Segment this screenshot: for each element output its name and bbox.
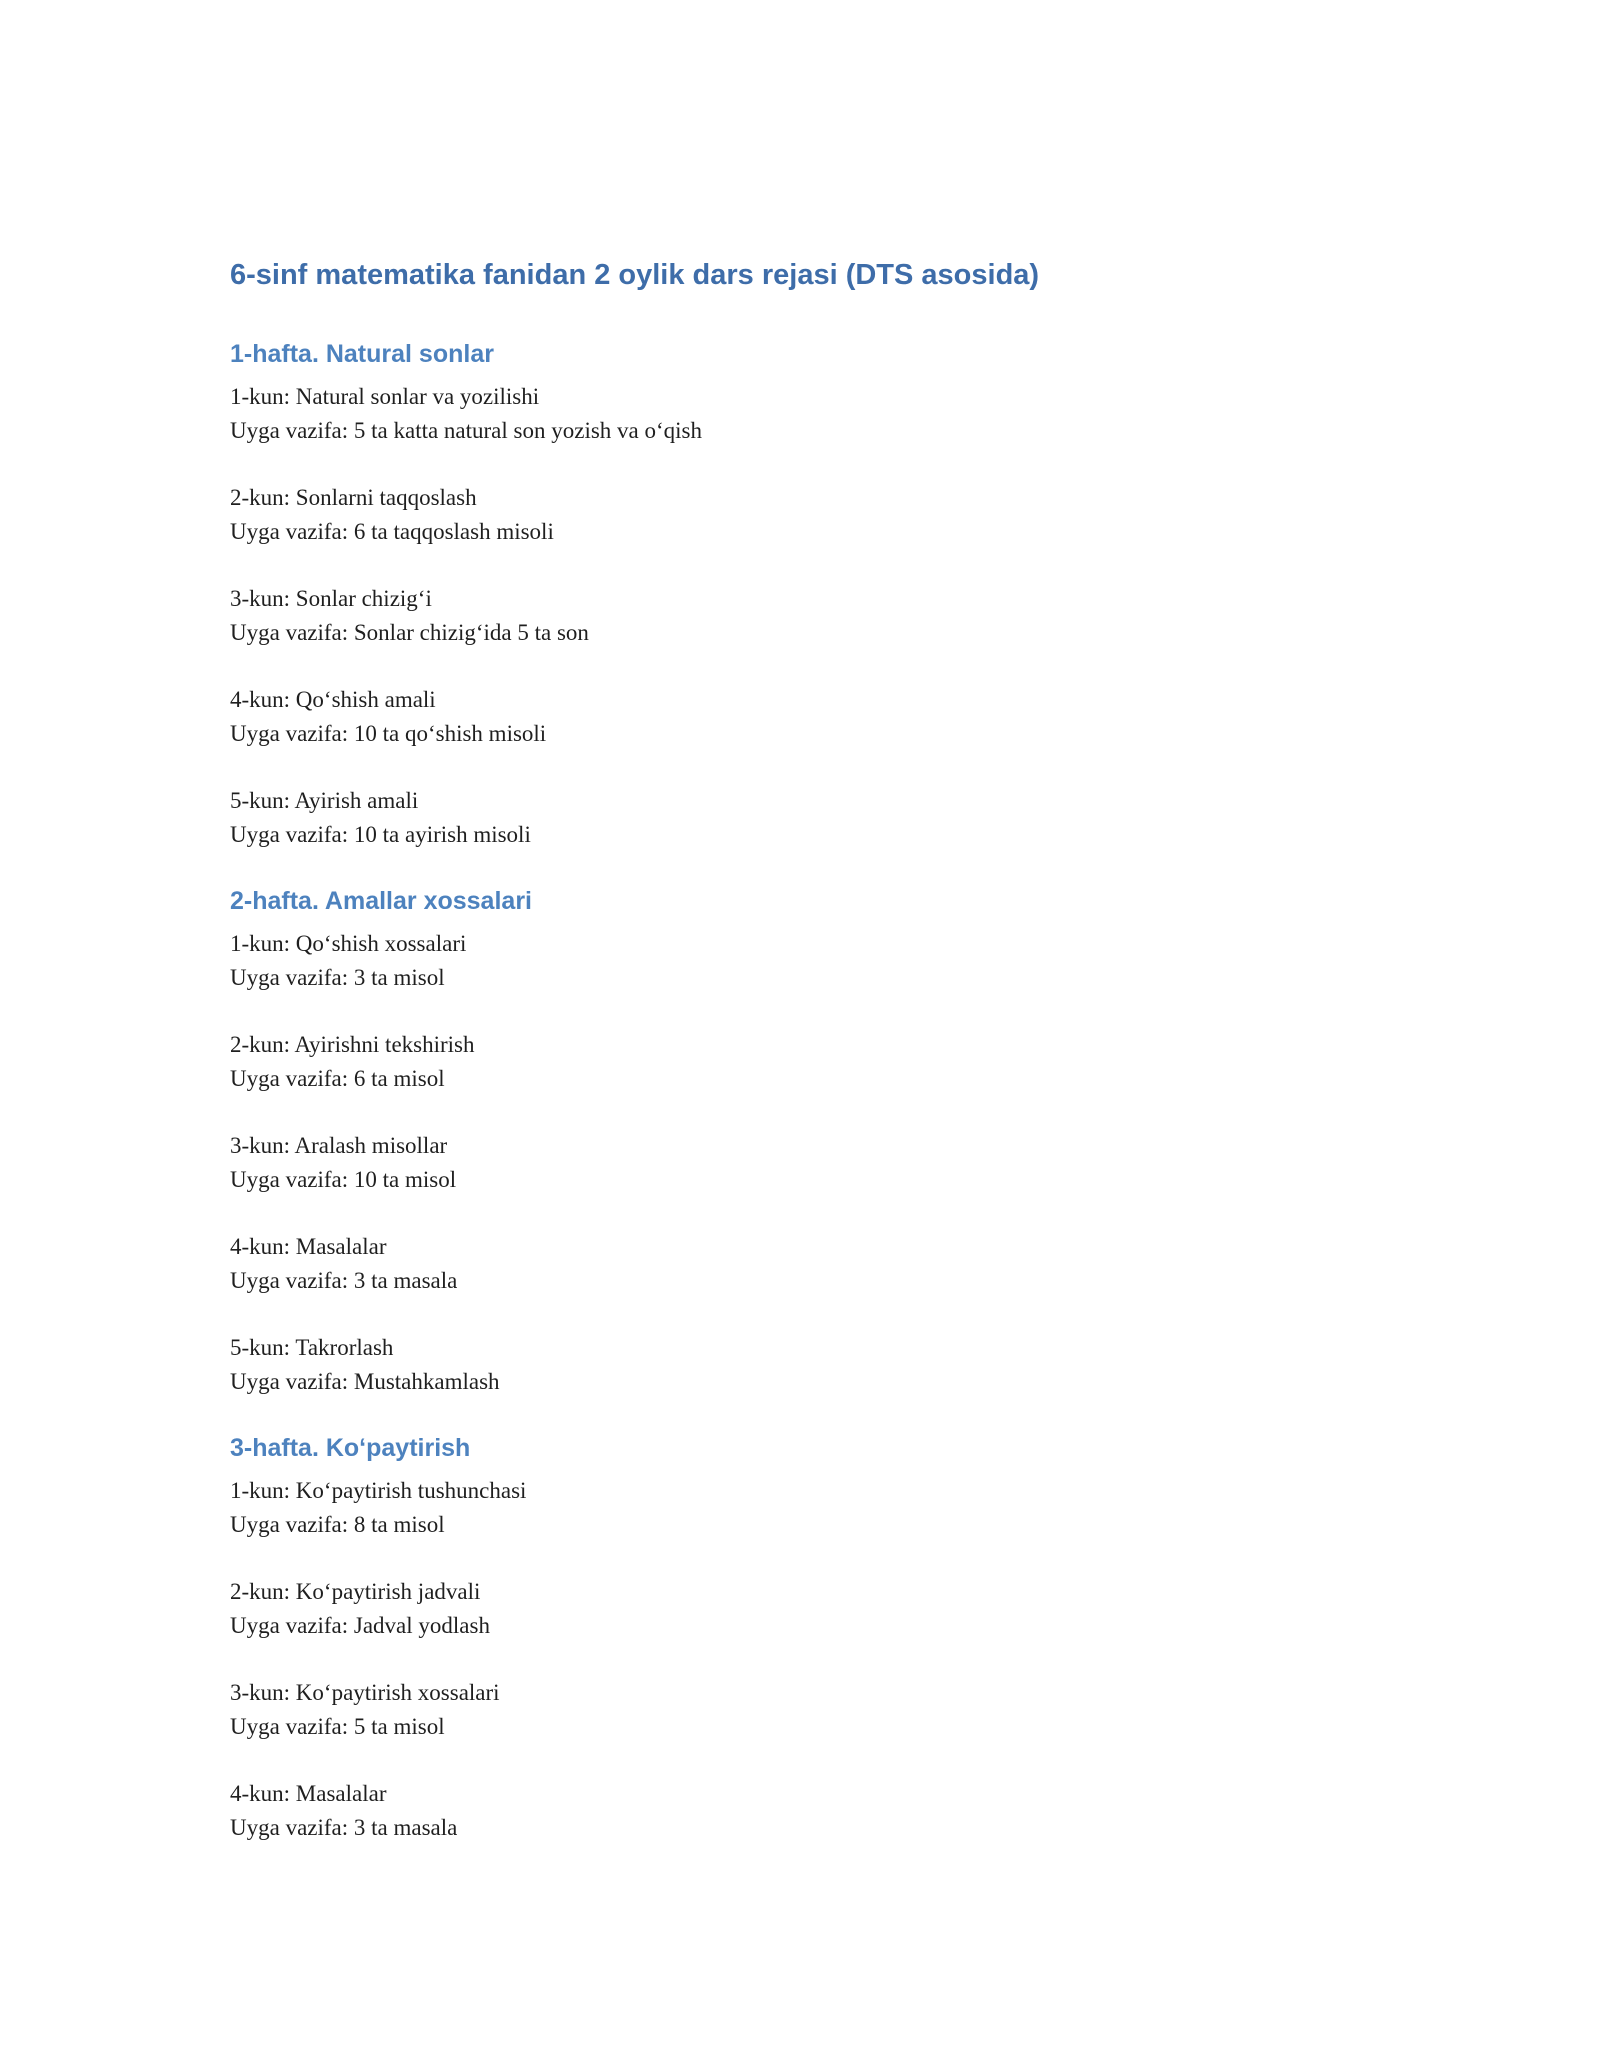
day-entry xyxy=(230,1230,1460,1298)
day-homework: Uyga vazifa: 10 ta misol xyxy=(230,1167,457,1192)
day-homework: Uyga vazifa: 3 ta masala xyxy=(230,1815,458,1840)
day-topic: 1-kun: Qo‘shish xossalari xyxy=(230,931,467,956)
day-topic: 4-kun: Masalalar xyxy=(230,1781,387,1806)
day-homework: Uyga vazifa: Mustahkamlash xyxy=(230,1369,500,1394)
week-3-heading: 3-hafta. Ko‘paytirish xyxy=(230,1434,471,1462)
day-topic: 2-kun: Ayirishni tekshirish xyxy=(230,1032,475,1057)
day-homework: Uyga vazifa: 5 ta katta natural son yozish va o‘qish xyxy=(230,418,702,443)
day-homework: Uyga vazifa: 10 ta qo‘shish misoli xyxy=(230,721,547,746)
day-topic: 2-kun: Ko‘paytirish jadvali xyxy=(230,1579,481,1604)
document-title: 6-sinf matematika fanidan 2 oylik dars rejasi (DTS asosida) xyxy=(230,259,1040,291)
day-homework: Uyga vazifa: Jadval yodlash xyxy=(230,1613,490,1638)
day-entry xyxy=(230,1331,1460,1399)
week-section-1 xyxy=(230,338,1460,852)
day-entry xyxy=(230,582,1460,650)
week-section-3 xyxy=(230,1432,1460,1845)
day-topic: 2-kun: Sonlarni taqqoslash xyxy=(230,485,477,510)
day-topic: 4-kun: Qo‘shish amali xyxy=(230,687,436,712)
day-entry xyxy=(230,1777,1460,1845)
day-homework: Uyga vazifa: Sonlar chizig‘ida 5 ta son xyxy=(230,620,589,645)
week-section-2 xyxy=(230,885,1460,1399)
day-topic: 1-kun: Natural sonlar va yozilishi xyxy=(230,384,540,409)
day-homework: Uyga vazifa: 10 ta ayirish misoli xyxy=(230,822,531,847)
day-entry xyxy=(230,1028,1460,1096)
day-entry xyxy=(230,1474,1460,1542)
day-entry xyxy=(230,1575,1460,1643)
day-topic: 3-kun: Aralash misollar xyxy=(230,1133,448,1158)
day-homework: Uyga vazifa: 8 ta misol xyxy=(230,1512,445,1537)
day-entry xyxy=(230,927,1460,995)
day-topic: 4-kun: Masalalar xyxy=(230,1234,387,1259)
day-topic: 3-kun: Ko‘paytirish xossalari xyxy=(230,1680,500,1705)
day-entry xyxy=(230,784,1460,852)
day-topic: 5-kun: Takrorlash xyxy=(230,1335,394,1360)
day-homework: Uyga vazifa: 6 ta taqqoslash misoli xyxy=(230,519,554,544)
day-homework: Uyga vazifa: 6 ta misol xyxy=(230,1066,445,1091)
week-1-heading: 1-hafta. Natural sonlar xyxy=(230,340,494,368)
day-entry xyxy=(230,1129,1460,1197)
week-2-heading: 2-hafta. Amallar xossalari xyxy=(230,887,532,915)
day-topic: 3-kun: Sonlar chizig‘i xyxy=(230,586,432,611)
day-homework: Uyga vazifa: 5 ta misol xyxy=(230,1714,445,1739)
day-homework: Uyga vazifa: 3 ta misol xyxy=(230,965,445,990)
day-entry xyxy=(230,481,1460,549)
day-entry xyxy=(230,683,1460,751)
day-entry xyxy=(230,1676,1460,1744)
day-entry xyxy=(230,380,1460,448)
day-homework: Uyga vazifa: 3 ta masala xyxy=(230,1268,458,1293)
day-topic: 1-kun: Ko‘paytirish tushunchasi xyxy=(230,1478,527,1503)
day-topic: 5-kun: Ayirish amali xyxy=(230,788,419,813)
